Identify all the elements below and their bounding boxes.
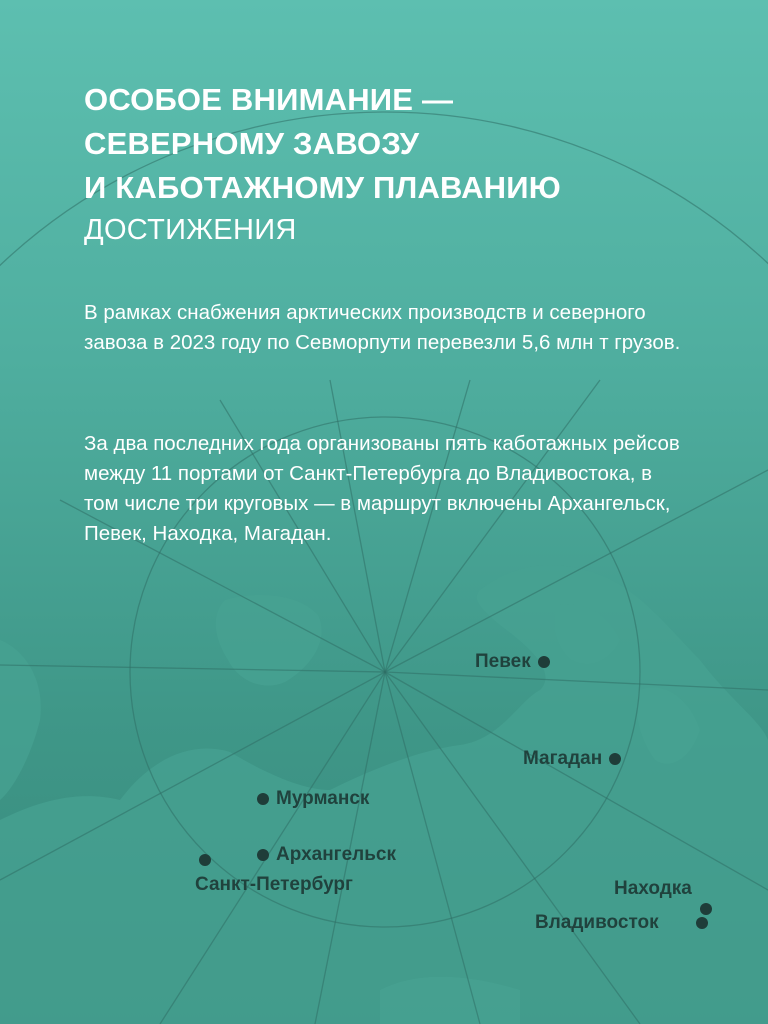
- title-line-2: СЕВЕРНОМУ ЗАВОЗУ: [84, 126, 420, 161]
- city-marker-murmansk: [257, 788, 369, 810]
- city-label-magadan: Магадан: [523, 748, 603, 769]
- city-label-pevek: Певек: [475, 651, 531, 672]
- location-dot-icon: [257, 793, 269, 805]
- city-dot-nakhodka: [700, 903, 712, 915]
- city-marker-vladivostok: [535, 912, 659, 934]
- location-dot-icon: [700, 903, 712, 915]
- city-marker-magadan: [523, 748, 621, 770]
- city-dot-vladivostok: [696, 917, 708, 929]
- city-label-spb-wrap: [195, 874, 353, 896]
- city-marker-spb: [199, 854, 211, 866]
- city-label-vladivostok: Владивосток: [535, 912, 659, 933]
- city-marker-pevek: [475, 651, 550, 673]
- title-line-1: ОСОБОЕ ВНИМАНИЕ —: [84, 82, 454, 117]
- location-dot-icon: [696, 917, 708, 929]
- location-dot-icon: [609, 753, 621, 765]
- land-masses: [0, 565, 768, 1024]
- location-dot-icon: [199, 854, 211, 866]
- paragraph-coastal-voyages: За два последних года организованы пять каботажных рейсов между 11 портами от Санкт-Петербурга до Владивостока, в том числе три круговых — в маршрут включены Архангельск, Певек, Находка, Магадан.: [84, 432, 680, 545]
- city-label-nakhodka: Находка: [614, 878, 692, 899]
- page-title: [84, 78, 724, 210]
- city-label-arkhangelsk: Архангельск: [276, 844, 396, 865]
- city-marker-arkhangelsk: [257, 844, 396, 866]
- title-line-3: И КАБОТАЖНОМУ ПЛАВАНИЮ: [84, 170, 561, 205]
- city-marker-nakhodka: [614, 878, 692, 900]
- location-dot-icon: [257, 849, 269, 861]
- city-label-spb: Санкт-Петербург: [195, 874, 353, 895]
- location-dot-icon: [538, 656, 550, 668]
- city-label-murmansk: Мурманск: [276, 788, 370, 809]
- paragraph-cargo: В рамках снабжения арктических производств и северного завоза в 2023 году по Севморпути перевезли 5,6 млн т грузов.: [84, 301, 681, 354]
- page-subtitle: ДОСТИЖЕНИЯ: [84, 214, 297, 246]
